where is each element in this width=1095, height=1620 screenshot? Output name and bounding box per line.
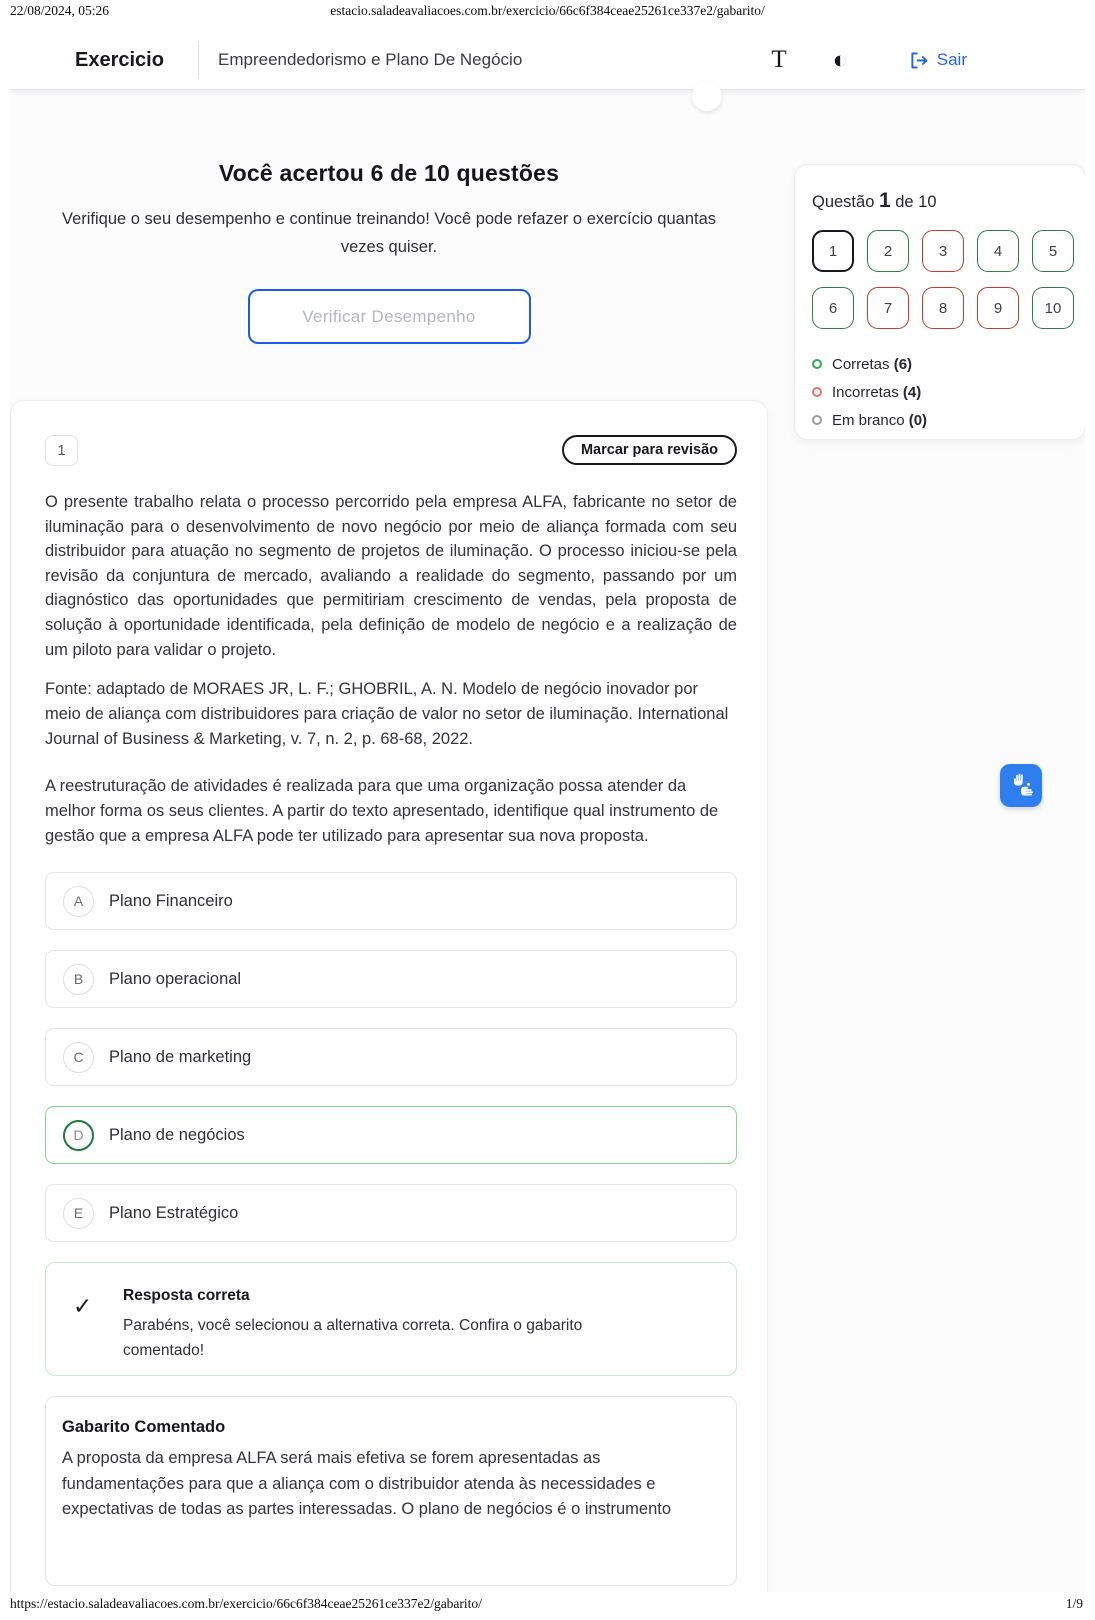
progress-current-number: 1 xyxy=(878,189,891,212)
question-nav-9[interactable]: 9 xyxy=(977,287,1019,329)
verify-performance-button[interactable]: Verificar Desempenho xyxy=(248,289,531,344)
question-nav-6[interactable]: 6 xyxy=(812,287,854,329)
result-title: Você acertou 6 de 10 questões xyxy=(218,160,560,186)
option-a-letter: A xyxy=(63,886,94,917)
print-header xyxy=(0,3,1095,23)
legend-correct xyxy=(812,350,1070,378)
question-nav-5[interactable]: 5 xyxy=(1032,230,1074,272)
answer-key-box xyxy=(45,1396,737,1586)
question-nav-grid xyxy=(812,230,1070,329)
course-title: Empreendedorismo e Plano De Negócio xyxy=(218,50,523,69)
print-page-indicator: 1/9 xyxy=(1065,1596,1083,1611)
print-footer xyxy=(0,1596,1095,1616)
results-legend xyxy=(812,350,1070,434)
question-card-header xyxy=(35,435,737,466)
question-nav-1[interactable]: 1 xyxy=(812,230,854,272)
question-nav-4[interactable]: 4 xyxy=(977,230,1019,272)
progress-label-prefix: Questão xyxy=(812,193,875,211)
font-size-icon[interactable]: T xyxy=(771,46,787,73)
option-d-letter: D xyxy=(63,1120,94,1151)
print-datetime: 22/08/2024, 05:26 xyxy=(10,3,110,18)
logout-label: Sair xyxy=(936,50,967,69)
incorrect-dot-icon xyxy=(812,387,822,397)
option-b-label: Plano operacional xyxy=(109,969,242,988)
sign-language-accessibility-button[interactable] xyxy=(1000,764,1042,807)
option-c[interactable] xyxy=(45,1028,737,1086)
option-b-letter: B xyxy=(63,964,94,995)
contrast-icon[interactable]: ◐ xyxy=(832,45,848,74)
answer-key-title: Gabarito Comentado xyxy=(62,1418,226,1437)
options-list xyxy=(45,872,737,1242)
question-nav-2[interactable]: 2 xyxy=(867,230,909,272)
option-e-label: Plano Estratégico xyxy=(109,1203,239,1222)
feedback-content xyxy=(123,1287,663,1375)
legend-blank xyxy=(812,406,1070,434)
app-viewport xyxy=(10,30,1085,1592)
question-body: O presente trabalho relata o processo percorrido pela empresa ALFA, fabricante no setor de iluminação para o desenvolvimento de novo negócio por meio de aliança formada com seu distribuidor para atuação no segmento de projetos de iluminação. O processo iniciou-se pela revisão da conjuntura de mercado, avaliando a realidade do segmento, passando por um diagnóstico das oportunidades que permitiriam crescimento de vendas, pela proposta de solução à oportunidade identificada, pela definição de modelo de negócio e a realização de um piloto para validar o projeto. xyxy=(45,493,737,659)
logout-icon xyxy=(908,50,929,71)
option-a-label: Plano Financeiro xyxy=(109,891,233,910)
legend-incorrect-label: Incorretas (4) xyxy=(832,383,922,401)
question-prompt: A reestruturação de atividades é realizada para que uma organização possa atender da melhor forma os seus clientes. A partir do texto apresentado, identifique qual instrumento de gestão que a empresa ALFA pode ter utilizado para apresentar sua nova proposta. xyxy=(45,777,719,846)
progress-label-suffix: de 10 xyxy=(895,193,937,211)
print-footer-url: https://estacio.saladeavaliacoes.com.br/exercicio/66c6f384ceae25261ce337e2/gabarito/ xyxy=(10,1596,482,1611)
correct-answer-feedback xyxy=(45,1262,737,1376)
option-c-label: Plano de marketing xyxy=(109,1047,252,1066)
print-url: estacio.saladeavaliacoes.com.br/exercicio/66c6f384ceae25261ce337e2/gabarito/ xyxy=(330,3,765,18)
option-d-label: Plano de negócios xyxy=(109,1125,245,1144)
scroll-handle-notch[interactable] xyxy=(692,81,722,111)
option-e-letter: E xyxy=(63,1198,94,1229)
option-b[interactable] xyxy=(45,950,737,1008)
feedback-text: Parabéns, você selecionou a alternativa correta. Confira o gabarito comentado! xyxy=(123,1317,583,1360)
header-actions xyxy=(771,30,967,90)
logout-button[interactable] xyxy=(908,50,967,71)
mark-for-review-button[interactable]: Marcar para revisão xyxy=(562,435,737,465)
question-source: Fonte: adaptado de MORAES JR, L. F.; GHOBRIL, A. N. Modelo de negócio inovador por meio de aliança com distribuidores para criação de valor no setor de iluminação. International Journal of Business & Marketing, v. 7, n. 2, p. 68-68, 2022. xyxy=(45,680,729,749)
option-c-letter: C xyxy=(63,1042,94,1073)
option-e[interactable] xyxy=(45,1184,737,1242)
app-brand: Exercicio xyxy=(75,49,164,71)
result-summary xyxy=(10,90,768,344)
question-nav-8[interactable]: 8 xyxy=(922,287,964,329)
feedback-title: Resposta correta xyxy=(123,1287,250,1305)
question-nav-10[interactable]: 10 xyxy=(1032,287,1074,329)
question-nav-3[interactable]: 3 xyxy=(922,230,964,272)
question-number-badge: 1 xyxy=(45,435,78,466)
progress-panel xyxy=(794,164,1085,440)
legend-correct-label: Corretas (6) xyxy=(832,355,913,373)
option-d-selected-correct[interactable] xyxy=(45,1106,737,1164)
question-card xyxy=(10,400,768,1592)
header-divider xyxy=(198,41,199,79)
result-subtitle: Verifique o seu desempenho e continue treinando! Você pode refazer o exercício quantas vezes quiser. xyxy=(61,210,717,256)
question-nav-7[interactable]: 7 xyxy=(867,287,909,329)
check-icon: ✓ xyxy=(73,1293,93,1320)
blank-dot-icon xyxy=(812,415,822,425)
hands-icon xyxy=(1007,772,1035,800)
option-a[interactable] xyxy=(45,872,737,930)
app-header xyxy=(10,30,1085,90)
progress-heading xyxy=(812,189,1070,213)
legend-incorrect xyxy=(812,378,1070,406)
correct-dot-icon xyxy=(812,359,822,369)
legend-blank-label: Em branco (0) xyxy=(832,411,928,429)
answer-key-text: A proposta da empresa ALFA será mais efetiva se forem apresentadas as fundamentações para que a aliança com o distribuidor atenda às necessidades e expectativas de todas as partes interessadas. O plano de negócios é o instrumento xyxy=(62,1449,672,1519)
